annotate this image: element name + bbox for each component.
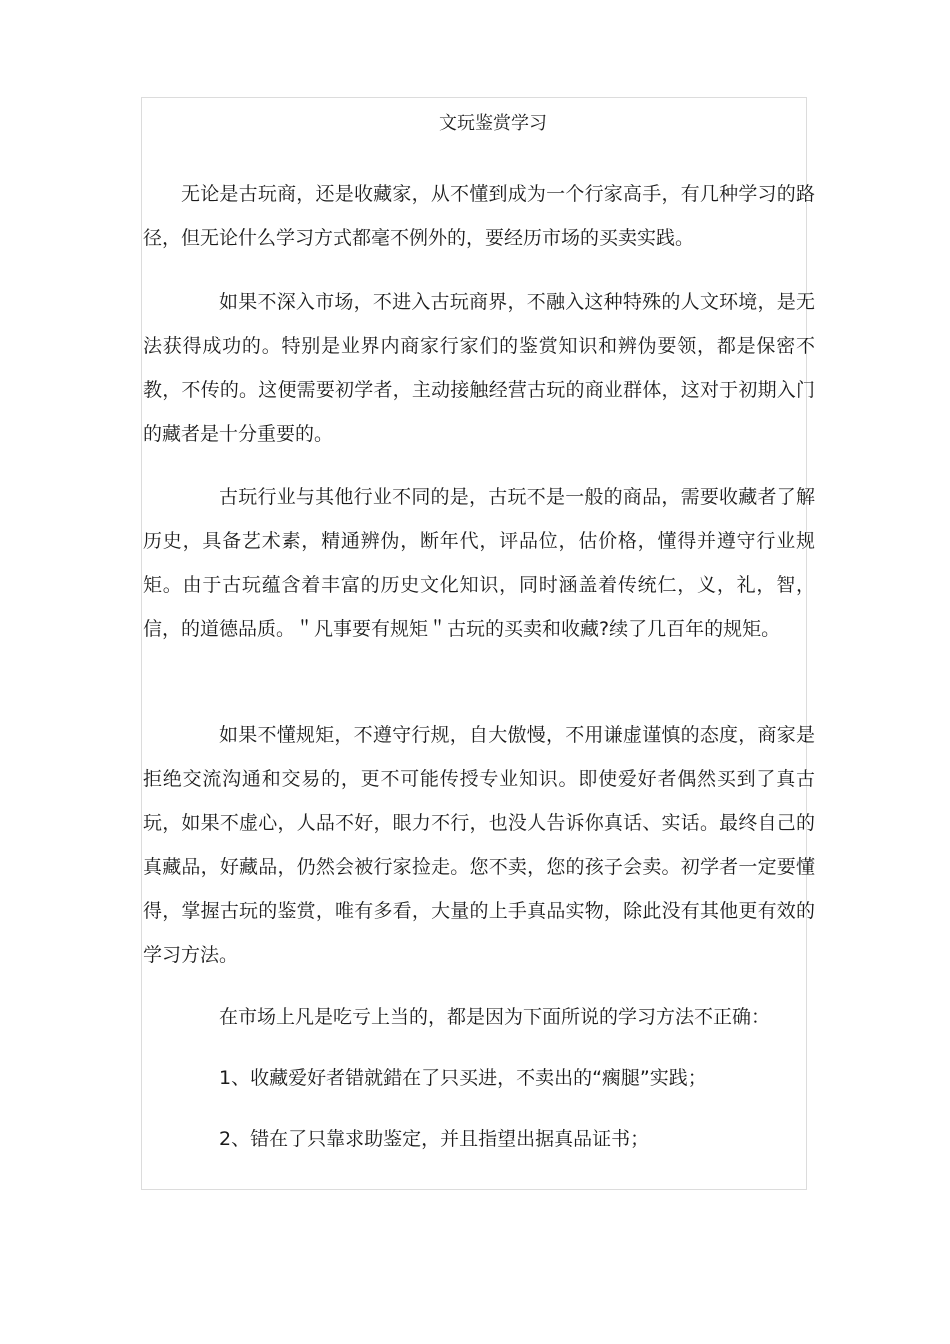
paragraph-rules: 如果不懂规矩，不遵守行规，自大傲慢，不用谦虚谨慎的态度，商家是拒绝交流沟通和交易的，更不可能传授专业知识。即使爱好者偶然买到了真古玩，如果不虚心，人品不好，眼力不行，也没人告诉你真话、实话。最终自己的真藏品，好藏品，仍然会被行家捡走。您不卖，您的孩子会卖。初学者一定要懂得，掌握古玩的鉴赏，唯有多看，大量的上手真品实物，除此没有其他更有效的学习方法。: [143, 724, 815, 966]
paragraph-industry: 古玩行业与其他行业不同的是，古玩不是一般的商品，需要收藏者了解历史，具备艺术素，精通辨伪，断年代，评品位，估价格，懂得并遵守行业规矩。由于古玩蕴含着丰富的历史文化知识，同时涵盖着传统仁，义，礼，智，信，的道德品质。＂凡事要有规矩＂古玩的买卖和收藏?续了几百年的规矩。: [143, 486, 815, 640]
paragraph-market: 如果不深入市场，不进入古玩商界，不融入这种特殊的人文环境，是无法获得成功的。特别是业界内商家行家们的鉴赏知识和辨伪要领，都是保密不教，不传的。这便需要初学者，主动接触经营古玩的商业群体，这对于初期入门的藏者是十分重要的。: [143, 291, 815, 445]
list-item-1: 1、收藏爱好者错就錯在了只买进，不卖出的“瘸腿”实践；: [219, 1067, 707, 1089]
document-body: [143, 108, 815, 1161]
paragraph-intro: 无论是古玩商，还是收藏家，从不懂到成为一个行家高手，有几种学习的路径，但无论什么学习方式都毫不例外的，要经历市场的买卖实践。: [143, 183, 815, 249]
paragraph-mistakes-intro: 在市场上凡是吃亏上当的，都是因为下面所说的学习方法不正确：: [219, 1006, 771, 1028]
document-title: 文玩鉴赏学习: [439, 113, 547, 134]
list-item-2: 2、错在了只靠求助鉴定，并且指望出据真品证书；: [219, 1128, 650, 1150]
